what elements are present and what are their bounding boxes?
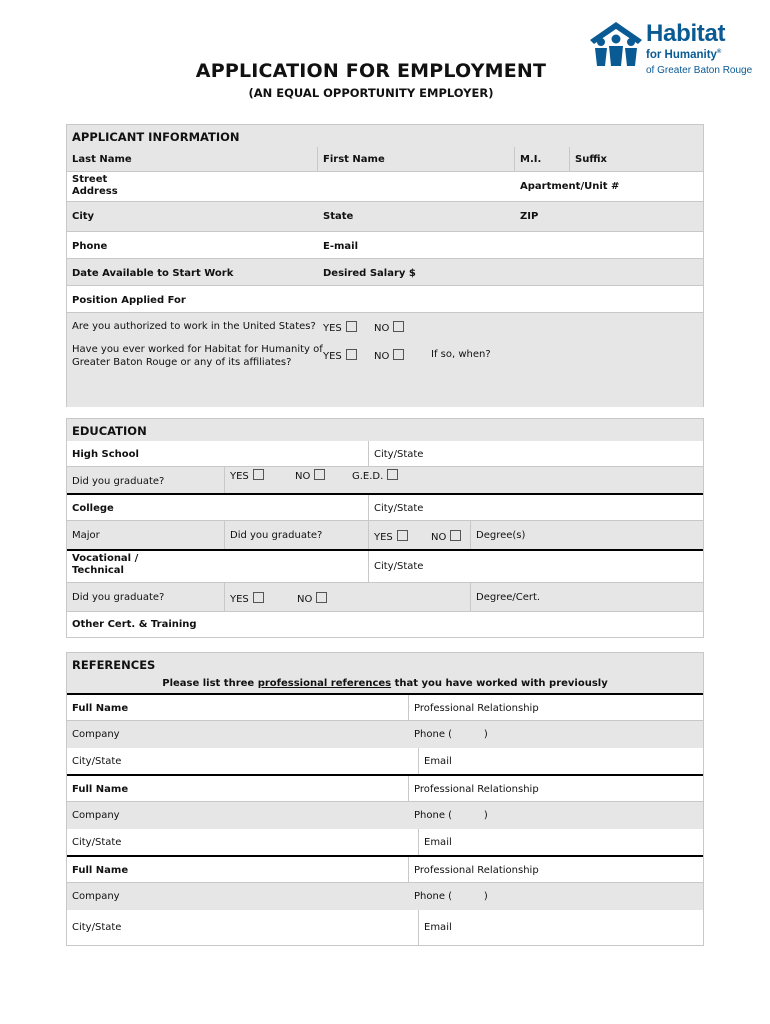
form-subtitle: (AN EQUAL OPPORTUNITY EMPLOYER): [248, 86, 494, 100]
ref2-company-row[interactable]: [67, 802, 703, 829]
authorized-yes[interactable]: YES: [323, 321, 357, 334]
voc-no[interactable]: NO: [297, 592, 327, 605]
worked-before-question: Have you ever worked for Habitat for Humanity of Greater Baton Rouge or any of its affiliates?: [72, 344, 323, 368]
logo-text-baton-rouge: of Greater Baton Rouge: [646, 65, 753, 76]
suffix-label: Suffix: [575, 154, 607, 165]
habitat-logo: [588, 18, 758, 80]
other-cert-label: Other Cert. & Training: [72, 619, 197, 630]
position-row[interactable]: [67, 286, 703, 313]
worked-before-row: [67, 337, 703, 407]
degrees-label: Degree(s): [476, 530, 526, 541]
ref2-phone-label: Phone ( ): [414, 810, 488, 821]
ref3-full-name-label: Full Name: [72, 865, 129, 876]
high-school-label: High School: [72, 449, 139, 460]
ref3-city-row[interactable]: [67, 910, 703, 945]
checkbox-icon[interactable]: [316, 592, 327, 603]
ref2-company-label: Company: [72, 810, 120, 821]
checkbox-icon[interactable]: [346, 349, 357, 360]
desired-salary-label: Desired Salary $: [323, 268, 416, 279]
ref3-relationship-label: Professional Relationship: [414, 865, 539, 876]
name-row[interactable]: [67, 147, 703, 172]
ref1-company-row[interactable]: [67, 721, 703, 748]
vocational-graduate-row: [67, 583, 703, 611]
vocational-row[interactable]: [67, 551, 703, 583]
other-cert-row[interactable]: [67, 611, 703, 638]
phone-label: Phone: [72, 241, 108, 252]
checkbox-icon[interactable]: [393, 321, 404, 332]
ref2-city-state-label: City/State: [72, 837, 122, 848]
mi-label: M.I.: [520, 154, 542, 165]
logo-text-habitat: Habitat: [646, 20, 726, 47]
hs-graduate-row: [67, 467, 703, 495]
references-section-header: REFERENCES: [67, 653, 703, 675]
ref3-company-label: Company: [72, 891, 120, 902]
ref1-name-row[interactable]: [67, 695, 703, 721]
hs-no[interactable]: NO: [295, 469, 325, 482]
college-city-state-label: City/State: [374, 503, 424, 514]
address-row[interactable]: [67, 172, 703, 202]
ref3-name-row[interactable]: [67, 857, 703, 883]
ref1-full-name-label: Full Name: [72, 703, 129, 714]
worked-no[interactable]: NO: [374, 349, 404, 362]
email-label: E-mail: [323, 241, 359, 252]
ref1-phone-label: Phone ( ): [414, 729, 488, 740]
ref1-city-row[interactable]: [67, 748, 703, 776]
references-instruction: Please list three professional references that you have worked with previously: [67, 675, 703, 695]
applicant-section-header: APPLICANT INFORMATION: [67, 125, 703, 147]
apartment-label: Apartment/Unit #: [520, 181, 620, 192]
if-so-when-label: If so, when?: [431, 349, 491, 360]
references-section: [66, 652, 704, 946]
worked-yes[interactable]: YES: [323, 349, 357, 362]
ref2-full-name-label: Full Name: [72, 784, 129, 795]
hs-ged[interactable]: G.E.D.: [352, 469, 398, 482]
checkbox-icon[interactable]: [450, 530, 461, 541]
major-label: Major: [72, 530, 100, 541]
authorized-row: [67, 313, 703, 337]
ref1-email-label: Email: [424, 756, 452, 767]
checkbox-icon[interactable]: [387, 469, 398, 480]
form-title: APPLICATION FOR EMPLOYMENT: [195, 60, 547, 82]
checkbox-icon[interactable]: [253, 592, 264, 603]
ref1-company-label: Company: [72, 729, 120, 740]
applicant-information-section: [66, 124, 704, 407]
degree-cert-label: Degree/Cert.: [476, 592, 541, 603]
checkbox-icon[interactable]: [393, 349, 404, 360]
high-school-row[interactable]: [67, 441, 703, 467]
ref3-company-row[interactable]: [67, 883, 703, 910]
city-row[interactable]: [67, 202, 703, 232]
position-label: Position Applied For: [72, 295, 186, 306]
ref2-name-row[interactable]: [67, 776, 703, 802]
education-section-header: EDUCATION: [67, 419, 703, 441]
hs-yes[interactable]: YES: [230, 469, 264, 482]
ref3-phone-label: Phone ( ): [414, 891, 488, 902]
voc-yes[interactable]: YES: [230, 592, 264, 605]
college-major-row: [67, 521, 703, 551]
checkbox-icon[interactable]: [397, 530, 408, 541]
college-row[interactable]: [67, 495, 703, 521]
ref1-relationship-label: Professional Relationship: [414, 703, 539, 714]
voc-did-graduate-label: Did you graduate?: [72, 592, 165, 603]
college-did-graduate-label: Did you graduate?: [230, 530, 323, 541]
checkbox-icon[interactable]: [253, 469, 264, 480]
zip-label: ZIP: [520, 211, 539, 222]
authorized-question: Are you authorized to work in the United States?: [72, 321, 316, 332]
checkbox-icon[interactable]: [346, 321, 357, 332]
vocational-label: Vocational / Technical: [72, 553, 139, 576]
street-address-label: Street Address: [72, 174, 118, 197]
habitat-house-people-icon: [588, 20, 644, 68]
ref2-email-label: Email: [424, 837, 452, 848]
hs-city-state-label: City/State: [374, 449, 424, 460]
college-no[interactable]: NO: [431, 530, 461, 543]
logo-text-for-humanity: for Humanity®: [646, 49, 722, 61]
availability-row[interactable]: [67, 259, 703, 286]
education-section: [66, 418, 704, 638]
ref2-city-row[interactable]: [67, 829, 703, 857]
college-yes[interactable]: YES: [374, 530, 408, 543]
voc-city-state-label: City/State: [374, 561, 424, 572]
contact-row[interactable]: [67, 232, 703, 259]
state-label: State: [323, 211, 354, 222]
date-available-label: Date Available to Start Work: [72, 268, 234, 279]
authorized-no[interactable]: NO: [374, 321, 404, 334]
checkbox-icon[interactable]: [314, 469, 325, 480]
first-name-label: First Name: [323, 154, 385, 165]
ref1-city-state-label: City/State: [72, 756, 122, 767]
ref2-relationship-label: Professional Relationship: [414, 784, 539, 795]
hs-did-graduate-label: Did you graduate?: [72, 476, 165, 487]
ref3-email-label: Email: [424, 922, 452, 933]
college-label: College: [72, 503, 114, 514]
ref3-city-state-label: City/State: [72, 922, 122, 933]
last-name-label: Last Name: [72, 154, 132, 165]
city-label: City: [72, 211, 95, 222]
